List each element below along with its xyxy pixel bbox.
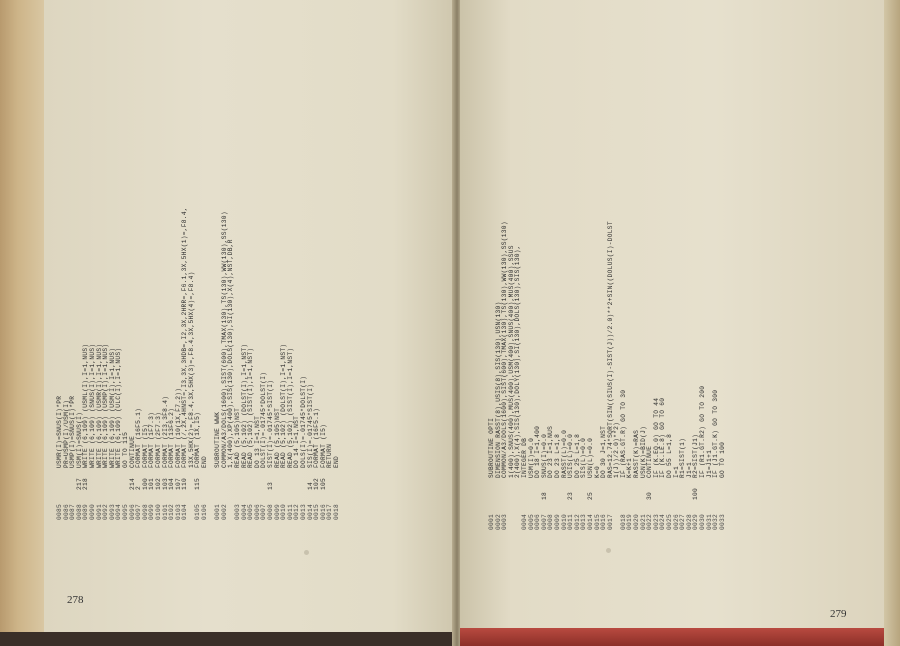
- code-statement: COMMON/A3/DOLS(1600),SIST(600),TMAX(130),TS(130),WW(130),SS(130): [220, 211, 228, 468]
- line-number: 0016: [319, 503, 327, 520]
- line-number: 0008: [267, 503, 274, 520]
- line-number: 0030: [699, 513, 706, 530]
- page-number-right: 279: [830, 608, 847, 620]
- code-statement: IF (K.LE.8) GO TO 60: [659, 397, 667, 478]
- page-number-left: 278: [67, 594, 84, 606]
- line-number: 0026: [672, 513, 680, 530]
- code-statement: END: [201, 455, 209, 468]
- code-statement: K=0: [593, 465, 601, 478]
- code-statement: READ (5,102) (DOLST(I),I=1,NST): [240, 343, 248, 468]
- line-number: 0008: [547, 513, 555, 530]
- code-statement: DO 25 L=1,8: [573, 433, 581, 478]
- statement-label: 103: [161, 477, 169, 490]
- code-statement: IF (RAS.GT.R) GO TO 30: [619, 389, 627, 478]
- code-line: [713, 221, 720, 530]
- code-statement: READ (5,102) (SIST(I),I=1,NST): [247, 347, 255, 468]
- statement-label: 214: [128, 477, 136, 490]
- code-line: [555, 221, 562, 530]
- line-number: 0020: [633, 513, 641, 530]
- line-number: 0025: [666, 513, 674, 530]
- code-statement: DO 14 I=1,NST: [293, 415, 301, 468]
- line-number: 0090: [88, 503, 96, 520]
- code-statement: K=K+1: [626, 457, 634, 478]
- code-statement: COMMON/A3/DOLS(1600),SIST(600),TMAX(130),TS(130),WW(130),SS(130): [501, 221, 509, 478]
- line-number: 0019: [626, 513, 634, 530]
- line-number: 0010: [280, 503, 288, 520]
- statement-label: 105: [319, 477, 327, 490]
- code-statement: WRITE (6,109) (USMR(I),I=1,NUS): [95, 343, 103, 468]
- line-number: 0089: [82, 503, 90, 520]
- code-line: [288, 207, 295, 520]
- line-number: 0087: [69, 503, 77, 520]
- code-line: [189, 207, 196, 520]
- code-line: [268, 207, 275, 520]
- code-line: [515, 221, 522, 530]
- code-statement: 1,X(400),XP(400),SIS(130),DOLS(130),SI(130),X(4),NST,DB,R: [227, 239, 235, 468]
- code-line: [308, 207, 315, 520]
- code-statement: WRITE (6,109) (ULC(I),I=1,NUS): [115, 347, 123, 468]
- code-line: [255, 207, 262, 520]
- code-line: [608, 221, 615, 530]
- code-statement: WRITE (6,109) (USML(I),I=1,NUS): [82, 343, 90, 468]
- code-statement: FORMAT (2I3,3F8.4): [161, 395, 169, 468]
- code-line: [314, 207, 321, 520]
- line-number: 0091: [95, 503, 103, 520]
- code-line: [57, 207, 64, 520]
- code-line: [195, 207, 202, 520]
- code-line: [149, 207, 156, 520]
- code-statement: FORMAT (13F6.2): [168, 407, 176, 468]
- line-number: 0015: [313, 503, 321, 520]
- line-number: 0088: [75, 503, 83, 520]
- code-statement: SUBROUTINE WWK: [214, 411, 222, 468]
- line-number: 0012: [573, 513, 581, 530]
- line-number: 0016: [600, 513, 608, 530]
- line-number: 0033: [718, 513, 726, 530]
- code-statement: DO 13 I=1,NST: [253, 415, 261, 468]
- code-line: [627, 221, 634, 530]
- code-statement: READ (5,105)NST: [234, 407, 242, 468]
- line-number: 0021: [639, 513, 647, 530]
- code-statement: GO TO 115: [121, 431, 129, 468]
- code-statement: RETURN: [326, 443, 334, 468]
- line-number: 0009: [273, 503, 281, 520]
- code-statement: SIS(I)=.01745*SIST(I): [306, 383, 314, 468]
- line-number: 0007: [260, 503, 268, 520]
- code-statement: READ (5,102) (DOLST(I),I=1,NST): [280, 343, 288, 468]
- code-line: [621, 221, 628, 530]
- code-line: [542, 221, 549, 530]
- line-number: 0002: [220, 503, 228, 520]
- line-number: 0006: [534, 513, 542, 530]
- code-line: [595, 221, 602, 530]
- code-line: [575, 221, 582, 530]
- right-code-listing: [489, 221, 726, 530]
- code-statement: PR=USMP(I)/USM(I): [62, 399, 70, 468]
- code-line: [568, 221, 575, 530]
- line-number: 0023: [652, 513, 660, 530]
- code-statement: RASST(L)=0.0: [560, 429, 568, 478]
- line-number: 0011: [567, 513, 575, 530]
- line-number: 0001: [488, 513, 495, 530]
- statement-label: 25: [586, 491, 594, 500]
- code-statement: J1=1: [685, 461, 693, 478]
- code-statement: FORMAT (I5): [319, 423, 327, 468]
- line-number: 0028: [685, 513, 693, 530]
- line-number: 0031: [705, 513, 713, 530]
- code-statement: SUBROUTINE OPTI: [488, 417, 495, 478]
- code-line: [674, 221, 681, 530]
- code-statement: DO 55 L=1,8: [666, 433, 674, 478]
- code-line: [700, 221, 707, 530]
- code-statement: FORMAT (16F5.1): [135, 407, 143, 468]
- code-statement: DO 23 I=1,NUS: [547, 425, 555, 478]
- code-statement: CONTINUE: [646, 445, 654, 478]
- page-smudge: [304, 550, 309, 555]
- code-line: [116, 207, 123, 520]
- statement-label: 100: [141, 477, 149, 490]
- code-line: [294, 207, 301, 520]
- code-statement: USM(I)=SNUS(I): [75, 411, 83, 468]
- book-edge-right: [884, 0, 900, 646]
- code-statement: USN(L)=0.0: [586, 437, 594, 478]
- statement-label: 101: [148, 477, 156, 490]
- line-number: 0098: [141, 503, 149, 520]
- line-number: 0029: [692, 513, 700, 530]
- line-number: 0014: [306, 503, 314, 520]
- code-line: [614, 221, 621, 530]
- code-statement: FORMAT (/,2X,4HNST=,I3,3X,3HDB=,I2,3X,2HRR=,F6.1,3X,5HX(1)=,F8.4,: [181, 207, 189, 468]
- code-line: [143, 207, 150, 520]
- code-statement: DO 30 J=1,NST: [600, 425, 608, 478]
- code-line: [169, 207, 176, 520]
- code-statement: DO 23 L=1,8: [553, 433, 561, 478]
- statement-label: 18: [540, 491, 548, 500]
- code-statement: END: [332, 455, 340, 468]
- code-statement: CONTINUE: [128, 435, 136, 468]
- code-statement: INTEGER DB: [520, 437, 528, 478]
- statement-label: 30: [646, 491, 654, 500]
- code-line: [562, 221, 569, 530]
- code-statement: RASST(K)=RAS: [633, 429, 641, 478]
- statement-label: 110: [181, 477, 189, 490]
- code-line: [660, 221, 667, 530]
- code-statement: READ (5,102) (SIST(I),I=1,NST): [286, 347, 294, 468]
- code-line: [301, 207, 308, 520]
- line-number: 0105: [194, 503, 202, 520]
- code-line: [261, 207, 268, 520]
- code-statement: 2(400),X(4),SIS(130),DOLY(130),SI(130),DOLS(130),SIS(130),: [514, 245, 522, 478]
- code-statement: FORMAT (I5): [141, 423, 149, 468]
- line-number: 0004: [240, 503, 248, 520]
- line-number: 0085: [56, 503, 63, 520]
- code-statement: I=1: [672, 465, 680, 478]
- line-number: 0015: [593, 513, 601, 530]
- code-line: [522, 221, 529, 530]
- code-line: [123, 207, 130, 520]
- line-number: 0002: [494, 513, 502, 530]
- statement-label: 13: [267, 481, 274, 490]
- left-code-listing: [57, 207, 341, 520]
- code-line: [693, 221, 700, 530]
- code-statement: IF (R1.GT.R2) GO TO 200: [699, 385, 706, 478]
- line-number: 0097: [135, 503, 143, 520]
- code-line: [680, 221, 687, 530]
- line-number: 0094: [115, 503, 123, 520]
- line-number: 0007: [540, 513, 548, 530]
- statement-label: 217: [75, 477, 83, 490]
- code-statement: J1=J1+1: [705, 449, 713, 478]
- code-statement: USIS(L)=0.0: [567, 433, 575, 478]
- line-number: 0027: [679, 513, 687, 530]
- code-statement: FORMAT (10(1X,F7.2)): [174, 387, 182, 468]
- line-number: 0013: [299, 503, 307, 520]
- statement-label: 102: [154, 477, 162, 490]
- code-statement: SIST(I)=.01745*SIST(I): [267, 379, 274, 468]
- code-statement: USMR(I)=SNUS(I)*PR: [56, 395, 63, 468]
- line-number: 0099: [148, 503, 156, 520]
- line-number: 0012: [293, 503, 301, 520]
- code-statement: FORMAT (2F7.3): [154, 411, 162, 468]
- line-number: 0003: [234, 503, 242, 520]
- line-number: 0093: [108, 503, 116, 520]
- code-statement: 1(400),SNUS(400),MUS(400),USM(400),SNUS(400),MUS(400),SSUS: [507, 245, 515, 478]
- line-number: 0100: [154, 503, 162, 520]
- code-statement: FORMAT (1X,I5): [194, 411, 202, 468]
- statement-label: 100: [692, 487, 700, 500]
- statement-label: 23: [567, 491, 575, 500]
- code-line: [321, 207, 328, 520]
- code-line: [634, 221, 641, 530]
- code-line: [163, 207, 170, 520]
- line-number: 0022: [646, 513, 654, 530]
- code-line: [209, 207, 216, 520]
- code-line: [334, 207, 341, 520]
- page-smudge: [606, 548, 611, 553]
- statement-label: 104: [168, 477, 176, 490]
- code-line: [248, 207, 255, 520]
- code-line: [707, 221, 714, 530]
- code-line: [647, 221, 654, 530]
- code-statement: FORMAT (1F7.3): [148, 411, 156, 468]
- code-line: [228, 207, 235, 520]
- code-line: [641, 221, 648, 530]
- statement-label: 14: [306, 481, 314, 490]
- code-statement: GO TO 100: [718, 441, 726, 478]
- code-statement: R2=SIST(J1): [692, 433, 700, 478]
- code-statement: R1=SIST(1): [679, 437, 687, 478]
- code-statement: USMP(I)=SNUS(I)*PR: [69, 395, 77, 468]
- code-statement: SIS(L)=0.0: [580, 437, 588, 478]
- code-statement: IF (K.EQ.0) GO TO 44: [652, 397, 660, 478]
- code-line: [588, 221, 595, 530]
- line-number: 0104: [181, 503, 189, 520]
- code-statement: WRITE (6,109) (USMP(I),I=1,NUS): [102, 343, 110, 468]
- code-statement: DOLS(I)=.01745*DOLST(I): [299, 375, 307, 468]
- code-statement: READ (5,105)NST: [273, 407, 281, 468]
- line-number: 0032: [712, 513, 720, 530]
- line-number: 0101: [161, 503, 169, 520]
- code-statement: SNUS(I)=0.0: [540, 433, 548, 478]
- code-line: [327, 207, 334, 520]
- line-number: 0018: [332, 503, 340, 520]
- code-statement: 13X,5HX(2)=,F8.4,3X,5HX(3)=,F8.4,3X,5HX(4)=,F8.4): [187, 271, 195, 468]
- code-line: [548, 221, 555, 530]
- line-number: 0003: [501, 513, 509, 530]
- line-number: 0014: [586, 513, 594, 530]
- code-line: [687, 221, 694, 530]
- line-number: 0103: [174, 503, 182, 520]
- statement-label: 102: [313, 477, 321, 490]
- code-line: [581, 221, 588, 530]
- code-statement: IF (J1.GT.K) GO TO 300: [712, 389, 720, 478]
- code-line: [156, 207, 163, 520]
- line-number: 0010: [560, 513, 568, 530]
- statement-label: 2: [135, 485, 143, 490]
- code-statement: RAS=12.74*SQRT(SIN((SIUS(I)-SIST(J))/2.0)**2+SIN((DOLUS(I)-DOLST: [606, 221, 614, 478]
- code-statement: USN(K)=BID(J): [639, 425, 647, 478]
- line-number: 0017: [326, 503, 334, 520]
- statement-label: 107: [174, 477, 182, 490]
- line-number: 0011: [286, 503, 294, 520]
- line-number: 0086: [62, 503, 70, 520]
- line-number: 0102: [168, 503, 176, 520]
- code-statement: DO 18 I=1,400: [534, 425, 542, 478]
- book-cover-edge: [460, 628, 884, 646]
- line-number: 0096: [128, 503, 136, 520]
- line-number: 0005: [247, 503, 255, 520]
- code-line: [64, 207, 71, 520]
- code-statement: WRITE (6,109) (SNUS(I),I=1,NUS): [88, 343, 96, 468]
- line-number: 0106: [201, 503, 209, 520]
- line-number: 0009: [553, 513, 561, 530]
- code-line: [130, 207, 137, 520]
- code-line: [654, 221, 661, 530]
- code-line: [136, 207, 143, 520]
- code-line: [70, 207, 77, 520]
- code-line: [202, 207, 209, 520]
- line-number: 0017: [606, 513, 614, 530]
- book-edge-left: [0, 0, 44, 646]
- line-number: 0006: [253, 503, 261, 520]
- book-shadow: [0, 632, 460, 646]
- statement-label: 115: [194, 477, 202, 490]
- line-number: 0092: [102, 503, 110, 520]
- code-statement: FORMAT (16F5.1): [313, 407, 321, 468]
- code-line: [529, 221, 536, 530]
- code-line: [667, 221, 674, 530]
- code-line: [535, 221, 542, 530]
- code-statement: WRITE (6,109) (USM(I),I=1,NUS): [108, 347, 116, 468]
- code-statement: USM(I)=0.0: [527, 437, 535, 478]
- code-statement: 1(J))/2.0)**2): [613, 421, 621, 478]
- line-number: 0013: [580, 513, 588, 530]
- line-number: 0004: [520, 513, 528, 530]
- statement-label: 218: [82, 477, 90, 490]
- line-number: 0024: [659, 513, 667, 530]
- code-line: [720, 221, 727, 530]
- line-number: 0001: [214, 503, 222, 520]
- code-statement: DIMENSION RASST(8),USIS(8),SIS(130),USN(130): [494, 301, 502, 478]
- line-number: 0095: [121, 503, 129, 520]
- line-number: 0018: [619, 513, 627, 530]
- line-number: 0005: [527, 513, 535, 530]
- code-statement: DOLST(I)=.01745*DOLST(I): [260, 371, 268, 468]
